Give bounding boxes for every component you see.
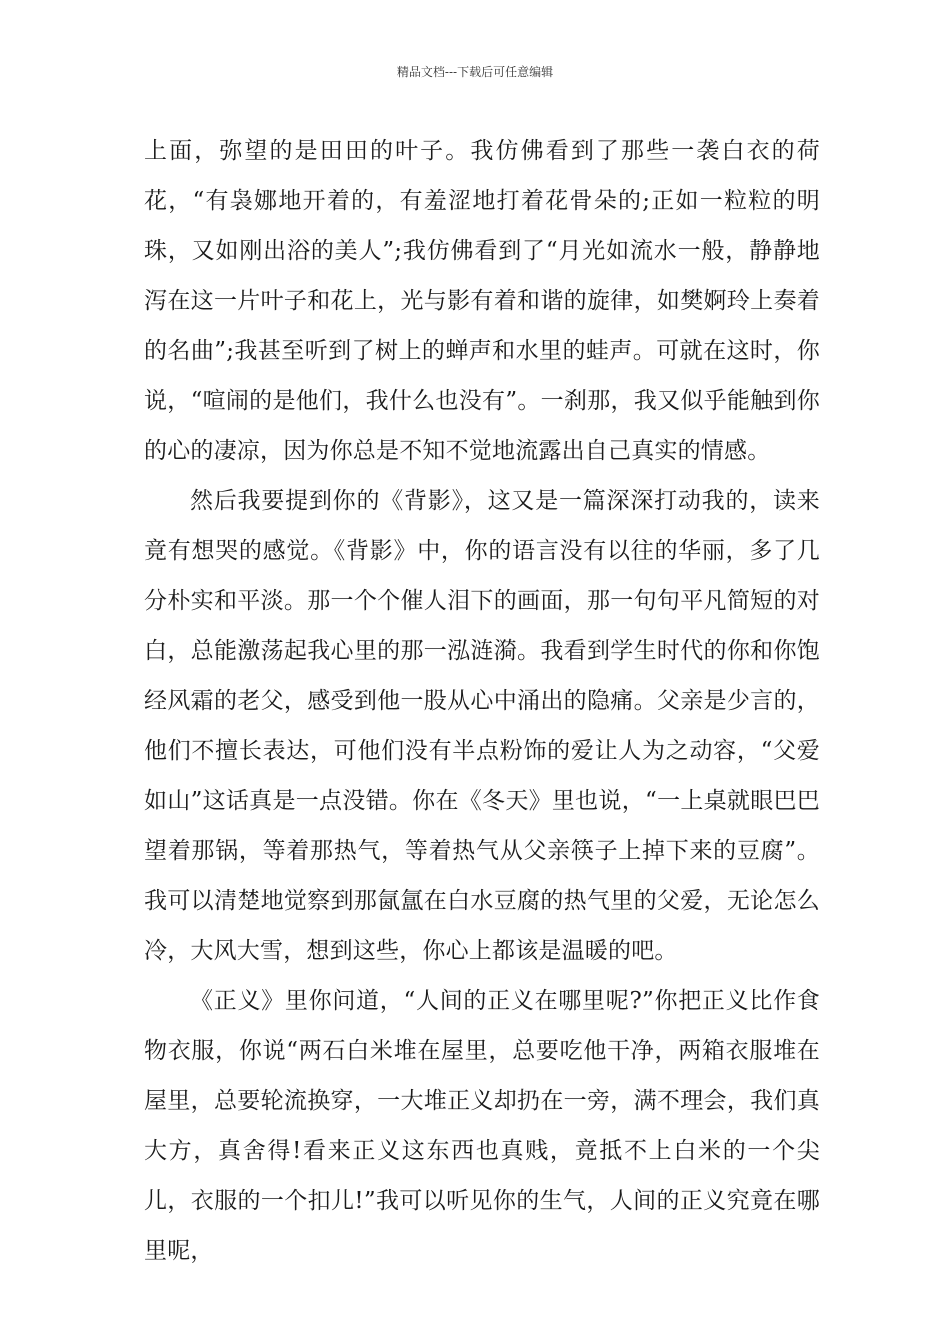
document-body bbox=[144, 126, 820, 1276]
paragraph-back-view: 然后我要提到你的《背影》，这又是一篇深深打动我的，读来竟有想哭的感觉。《背影》中，你的语言没有以往的华丽，多了几分朴实和平淡。那一个个催人泪下的画面，那一句句平凡简短的对白，总能激荡起我心里的那一泓涟漪。我看到学生时代的你和你饱经风霜的老父，感受到他一股从心中涌出的隐痛。父亲是少言的，他们不擅长表达，可他们没有半点粉饰的爱让人为之动容，“父爱如山”这话真是一点没错。你在《冬天》里也说，“一上桌就眼巴巴望着那锅，等着那热气，等着热气从父亲筷子上掉下来的豆腐”。我可以清楚地觉察到那氤氲在白水豆腐的热气里的父爱，无论怎么冷，大风大雪，想到这些，你心上都该是温暖的吧。 bbox=[144, 488, 820, 964]
paragraph-lotus: 上面，弥望的是田田的叶子。我仿佛看到了那些一袭白衣的荷花，“有袅娜地开着的，有羞涩地打着花骨朵的;正如一粒粒的明珠，又如刚出浴的美人”;我仿佛看到了“月光如流水一般，静静地泻在这一片叶子和花上，光与影有着和谐的旋律，如樊婀玲上奏着的名曲”;我甚至听到了树上的蝉声和水里的蛙声。可就在这时，你说，“喧闹的是他们，我什么也没有”。一刹那，我又似乎能触到你的心的凄凉，因为你总是不知不觉地流露出自己真实的情感。 bbox=[144, 138, 820, 464]
page-header: 精品文档---下载后可任意编辑 bbox=[396, 65, 554, 79]
paragraph-justice: 《正义》里你问道，“人间的正义在哪里呢?”你把正义比作食物衣服，你说“两石白米堆在屋里，总要吃他干净，两箱衣服堆在屋里，总要轮流换穿，一大堆正义却扔在一旁，满不理会，我们真大方，真舍得!看来正义这东西也真贱，竟抵不上白米的一个尖儿，衣服的一个扣儿!”我可以听见你的生气，人间的正义究竟在哪里呢， bbox=[144, 988, 820, 1264]
